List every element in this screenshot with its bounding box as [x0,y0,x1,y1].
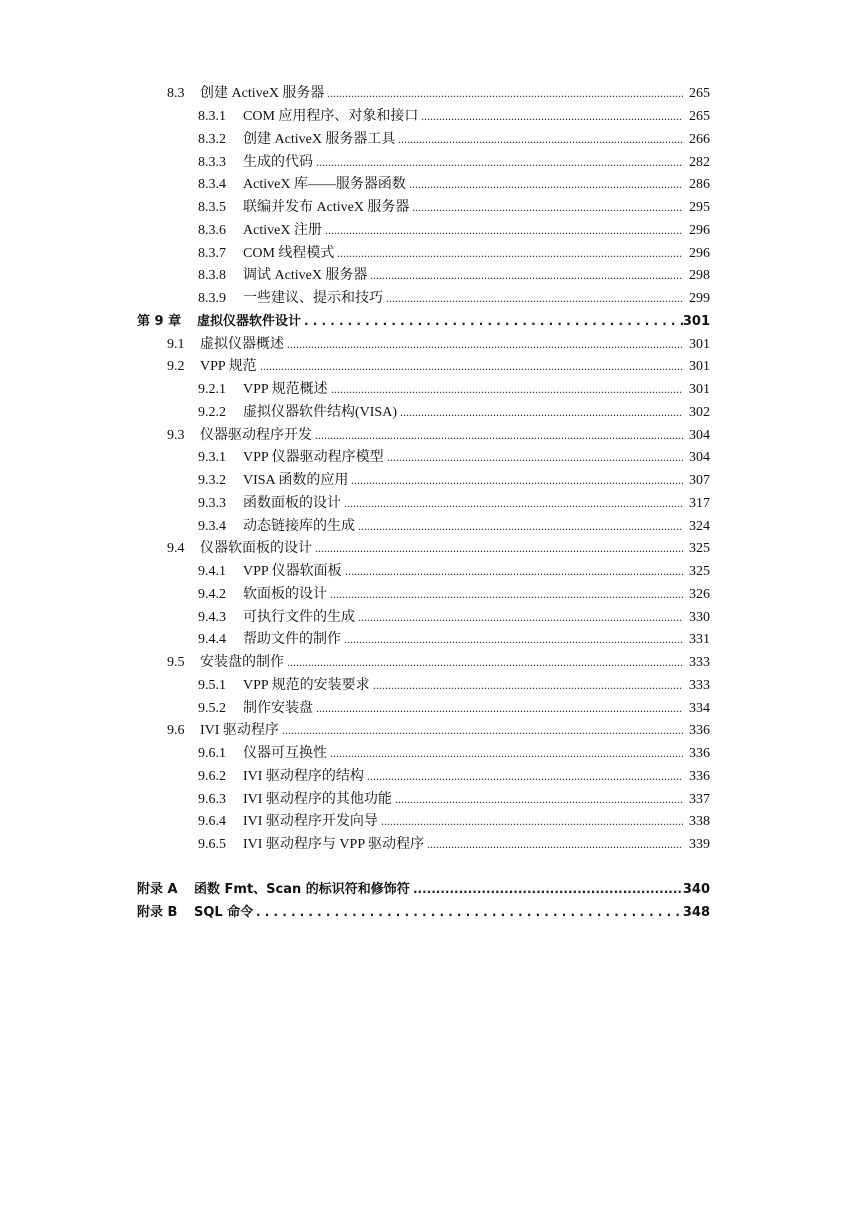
entry-number: 8.3 [167,86,185,102]
toc-entry[interactable] [0,652,868,675]
dot-leader [282,724,683,738]
toc-entry[interactable] [0,834,868,857]
toc-entry[interactable] [0,447,868,470]
toc-entry[interactable] [0,561,868,584]
dot-leader [316,702,683,716]
page-number: 286 [689,177,710,193]
entry-title: 软面板的设计 [243,586,327,602]
dot-leader [331,383,683,397]
dot-leader [370,269,683,283]
page-number: 326 [689,586,710,602]
page-number: 295 [689,200,710,216]
entry-number: 9.6.5 [198,837,226,853]
toc-entry[interactable] [0,538,868,561]
page-number: 330 [689,609,710,625]
dot-leader [351,474,683,488]
toc-entry[interactable] [0,879,868,902]
entry-number: 9.1 [167,336,185,352]
entry-number: 9.6.2 [198,768,226,784]
entry-title: 帮助文件的制作 [243,632,341,648]
entry-number: 9.4 [167,541,185,557]
entry-number: 9.2.1 [198,382,226,398]
entry-number: 8.3.9 [198,291,226,307]
dot-leader [387,451,683,465]
entry-number: 9.4.2 [198,586,226,602]
entry-title: IVI 驱动程序的其他功能 [243,791,392,807]
entry-number: 9.4.1 [198,564,226,580]
page-number: 296 [689,245,710,261]
entry-title: IVI 驱动程序 [200,723,279,739]
dot-leader [287,338,683,352]
toc-entry[interactable] [0,242,868,265]
entry-number: 9.6.1 [198,746,226,762]
page-number: 265 [689,86,710,102]
entry-title: 一些建议、提示和技巧 [243,291,383,307]
dot-leader [395,793,683,807]
toc-entry[interactable] [0,106,868,129]
entry-title: 函数 Fmt、Scan 的标识符和修饰符 [194,881,410,897]
entry-number: 9.6.3 [198,791,226,807]
dot-leader [256,906,683,920]
entry-number: 9.3.4 [198,518,226,534]
page-number: 337 [689,791,710,807]
toc-entry[interactable] [0,470,868,493]
entry-title: 仪器驱动程序开发 [200,427,312,443]
dot-leader [413,883,683,897]
entry-title: SQL 命令 [194,904,254,920]
entry-number: 8.3.4 [198,177,226,193]
entry-number: 8.3.5 [198,200,226,216]
dot-leader [330,588,683,602]
toc-entry[interactable] [0,675,868,698]
entry-number: 附录 A [137,881,178,897]
entry-number: 8.3.8 [198,268,226,284]
page-number: 317 [689,495,710,511]
entry-number: 附录 B [137,904,178,920]
page-number: 334 [689,700,710,716]
entry-number: 9.4.4 [198,632,226,648]
entry-title: COM 应用程序、对象和接口 [243,109,419,125]
entry-title: 仪器可互换性 [243,746,327,762]
toc-entry[interactable] [0,788,868,811]
entry-title: 仪器软面板的设计 [200,541,312,557]
entry-title: 虚拟仪器软件设计 [197,313,302,329]
page-number: 301 [682,313,710,329]
dot-leader [344,633,683,647]
entry-title: 动态链接库的生成 [243,518,355,534]
page-number: 301 [689,382,710,398]
entry-title: IVI 驱动程序与 VPP 驱动程序 [243,837,425,853]
entry-title: COM 线程模式 [243,245,335,261]
entry-number: 第 9 章 [137,313,182,329]
entry-number: 9.5.1 [198,677,226,693]
toc-entry[interactable] [0,83,868,106]
dot-leader [330,747,683,761]
entry-number: 9.6.4 [198,814,226,830]
dot-leader [304,315,683,329]
entry-title: 函数面板的设计 [243,495,341,511]
page-number: 336 [689,746,710,762]
toc-entry[interactable] [0,129,868,152]
entry-title: 创建 ActiveX 服务器工具 [243,131,396,147]
toc-entry[interactable] [0,697,868,720]
dot-leader [315,542,683,556]
entry-title: 创建 ActiveX 服务器 [200,86,325,102]
page-number: 304 [689,450,710,466]
entry-title: VPP 规范 [200,359,257,375]
toc-entry[interactable] [0,606,868,629]
page-number: 282 [689,154,710,170]
page-number: 333 [689,677,710,693]
dot-leader [327,87,683,101]
toc-entry[interactable] [0,766,868,789]
page-number: 266 [689,131,710,147]
entry-number: 9.2.2 [198,404,226,420]
dot-leader [386,292,683,306]
page-number: 265 [689,109,710,125]
entry-title: ActiveX 注册 [243,222,322,238]
dot-leader [381,815,683,829]
spacer [0,857,868,879]
toc-entry[interactable] [0,174,868,197]
page-number: 336 [689,723,710,739]
table-of-contents [0,83,868,924]
entry-number: 9.3.3 [198,495,226,511]
entry-title: 虚拟仪器概述 [200,336,284,352]
entry-number: 9.5 [167,655,185,671]
dot-leader [358,611,683,625]
dot-leader [421,110,683,124]
dot-leader [316,156,683,170]
entry-title: VPP 规范的安装要求 [243,677,370,693]
entry-number: 8.3.7 [198,245,226,261]
toc-entry[interactable] [0,493,868,516]
entry-number: 9.3.2 [198,473,226,489]
page-number: 296 [689,222,710,238]
entry-number: 9.2 [167,359,185,375]
toc-entry[interactable] [0,629,868,652]
entry-number: 8.3.1 [198,109,226,125]
page-number: 336 [689,768,710,784]
page-number: 304 [689,427,710,443]
page-number: 299 [689,291,710,307]
toc-entry[interactable] [0,515,868,538]
entry-title: VPP 仪器软面板 [243,564,342,580]
toc-entry[interactable] [0,584,868,607]
entry-title: 调试 ActiveX 服务器 [243,268,368,284]
toc-entry[interactable] [0,424,868,447]
toc-entry[interactable] [0,356,868,379]
entry-title: VPP 规范概述 [243,382,328,398]
toc-entry[interactable] [0,288,868,311]
dot-leader [344,497,683,511]
dot-leader [315,429,683,443]
toc-entry[interactable] [0,811,868,834]
entry-title: 制作安装盘 [243,700,313,716]
dot-leader [287,656,683,670]
page-number: 301 [689,359,710,375]
entry-number: 8.3.6 [198,222,226,238]
entry-number: 9.5.2 [198,700,226,716]
dot-leader [358,520,683,534]
dot-leader [337,247,683,261]
page-number: 302 [689,404,710,420]
entry-title: 可执行文件的生成 [243,609,355,625]
dot-leader [260,360,683,374]
page-number: 325 [689,541,710,557]
dot-leader [325,224,683,238]
dot-leader [412,201,683,215]
toc-entry[interactable] [0,720,868,743]
toc-entry[interactable] [0,379,868,402]
toc-entry[interactable] [0,265,868,288]
toc-entry[interactable] [0,901,868,924]
entry-number: 8.3.3 [198,154,226,170]
page-number: 340 [682,881,710,897]
toc-entry[interactable] [0,197,868,220]
dot-leader [398,133,683,147]
dot-leader [345,565,683,579]
page-number: 307 [689,473,710,489]
page-number: 339 [689,837,710,853]
page-number: 298 [689,268,710,284]
toc-entry[interactable] [0,220,868,243]
entry-title: 联编并发布 ActiveX 服务器 [243,200,410,216]
page-number: 333 [689,655,710,671]
entry-number: 9.3.1 [198,450,226,466]
toc-entry[interactable] [0,402,868,425]
dot-leader [427,838,683,852]
entry-title: IVI 驱动程序的结构 [243,768,364,784]
page-number: 331 [689,632,710,648]
entry-number: 9.4.3 [198,609,226,625]
page-number: 301 [689,336,710,352]
dot-leader [400,406,683,420]
dot-leader [373,679,683,693]
entry-title: IVI 驱动程序开发向导 [243,814,378,830]
page-number: 338 [689,814,710,830]
entry-title: 生成的代码 [243,154,313,170]
entry-title: 虚拟仪器软件结构(VISA) [243,404,397,420]
entry-title: VISA 函数的应用 [243,473,349,489]
page-number: 325 [689,564,710,580]
entry-number: 9.6 [167,723,185,739]
entry-number: 8.3.2 [198,131,226,147]
page-number: 348 [682,904,710,920]
entry-title: ActiveX 库——服务器函数 [243,177,406,193]
toc-entry[interactable] [0,743,868,766]
toc-entry[interactable] [0,151,868,174]
page-number: 324 [689,518,710,534]
entry-title: 安装盘的制作 [200,655,284,671]
toc-entry[interactable] [0,333,868,356]
dot-leader [367,770,683,784]
dot-leader [409,178,683,192]
entry-title: VPP 仪器驱动程序模型 [243,450,384,466]
toc-entry[interactable] [0,311,868,334]
entry-number: 9.3 [167,427,185,443]
